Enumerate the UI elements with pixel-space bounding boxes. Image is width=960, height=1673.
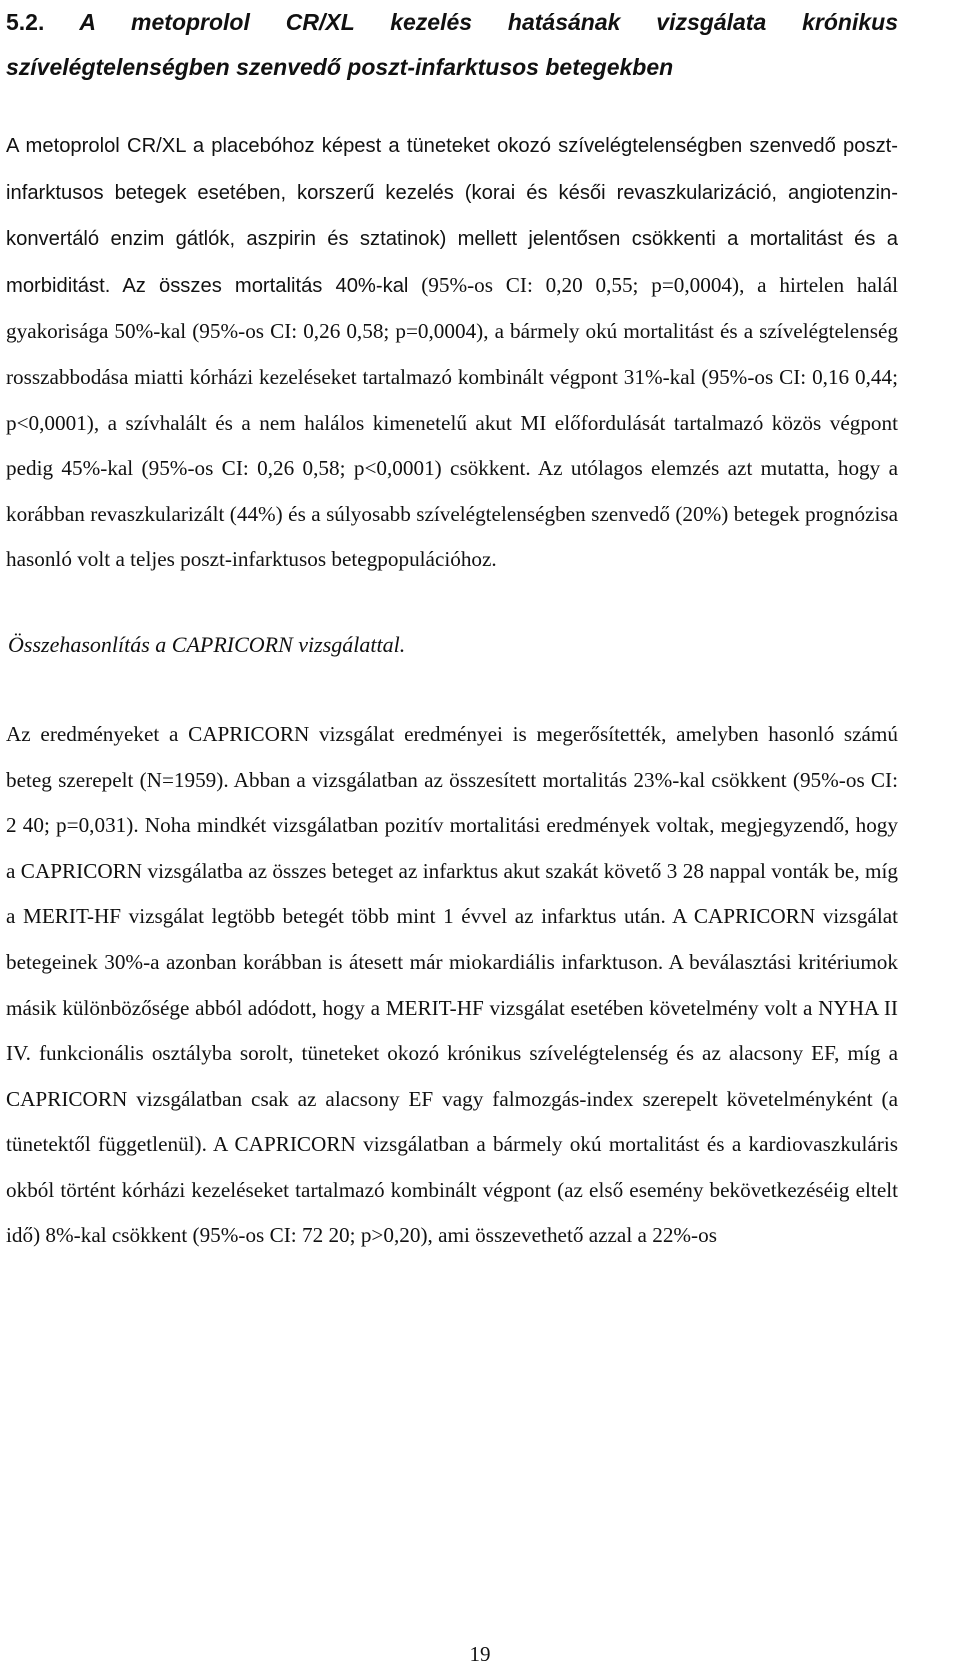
paragraph-1-serif-text: (95%-os CI: 0,20 0,55; p=0,0004), a hirtelen halál gyakorisága 50%-kal (95%-os CI: 0,26 0,58; p=0,0004), a bármely okú mortalitást és a szívelégtelenség rosszabbodása miatti kórházi kezeléseket tartalmazó kombinált végpont 31%-kal (95%-os CI: 0,16 0,44; p<0,0001), a szívhalált és a nem halálos kimenetelű akut MI előfordulását tartalmazó közös végpont pedig 45%-kal (95%-os CI: 0,26 0,58; p<0,0001) csökkent. Az utólagos elemzés azt mutatta, hogy a korábban revaszkularizált (44%) és a súlyosabb szívelégtelenségben szenvedő (20%) betegek prognózisa hasonló volt a teljes poszt-infarktusos betegpopulációhoz.: [6, 272, 899, 572]
document-page: [6, 0, 898, 1259]
section-number: 5.2.: [6, 9, 45, 35]
page-number: 19: [469, 1642, 491, 1666]
body-paragraph-2: Az eredményeket a CAPRICORN vizsgálat eredményei is megerősítették, amelyben hasonló számú beteg szerepelt (N=1959). Abban a vizsgálatban az összesített mortalitás 23%-kal csökkent (95%-os CI: 2 40; p=0,031). Noha mindkét vizsgálatban pozitív mortalitási eredmények voltak, megjegyzendő, hogy a CAPRICORN vizsgálatba az összes beteget az infarktus akut szakát követő 3 28 nappal vonták be, míg a MERIT-HF vizsgálat legtöbb betegét több mint 1 évvel az infarktus után. A CAPRICORN vizsgálat betegeinek 30%-a azonban korábban is átesett már miokardiális infarktuson. A beválasztási kritériumok másik különbözősége abból adódott, hogy a MERIT-HF vizsgálat esetében követelmény volt a NYHA II IV. funkcionális osztályba sorolt, tüneteket okozó krónikus szívelégtelenség és az alacsony EF, míg a CAPRICORN vizsgálatban csak az alacsony EF vagy falmozgás-index szerepelt követelményként (a tünetektől függetlenül). A CAPRICORN vizsgálatban a bármely okú mortalitást és a kardiovaszkuláris okból történt kórházi kezeléseket tartalmazó kombinált végpont (az első esemény bekövetkezéséig eltelt idő) 8%-kal csökkent (95%-os CI: 72 20; p>0,20), ami összevethető azzal a 22%-os: [6, 721, 898, 1248]
paragraph-1-sans-text: A metoprolol CR/XL a placebóhoz képest a tüneteket okozó szívelégtelenségben szenvedő poszt-infarktusos betegek esetében, korszerű kezelés (korai és késői revaszkularizáció, angiotenzin-konvertáló enzim gátlók, aszpirin és sztatinok) mellett jelentősen csökkenti a mortalitást és a morbiditást. Az összes mortalitás 40%-kal: [6, 135, 898, 297]
subheading: Összehasonlítás a CAPRICORN vizsgálattal.: [8, 631, 406, 657]
section-title: A metoprolol CR/XL kezelés hatásának vizsgálata krónikus szívelégtelenségben szenvedő poszt-infarktusos betegekben: [6, 9, 898, 80]
body-paragraph-1: [6, 123, 898, 583]
section-heading: [6, 0, 898, 90]
